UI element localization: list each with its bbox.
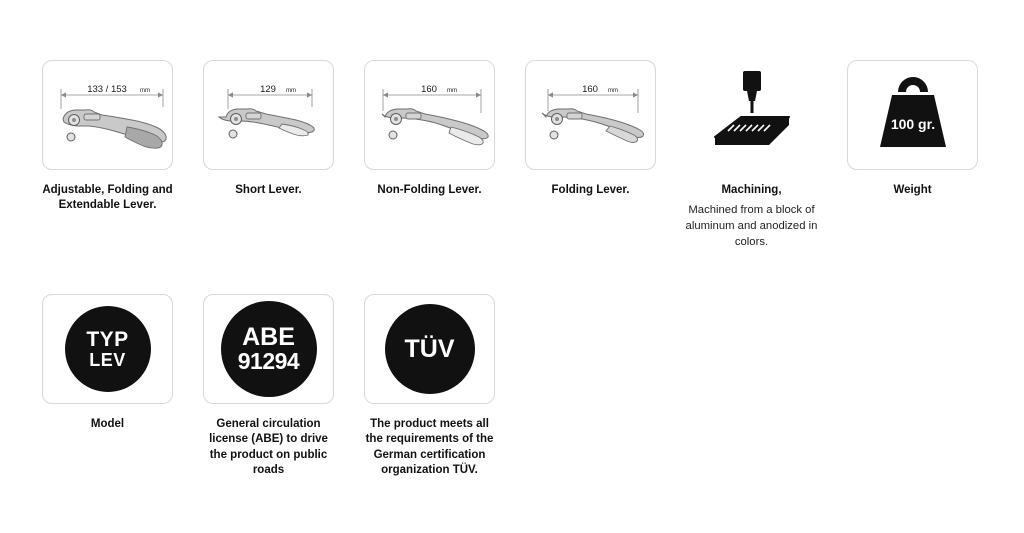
lever-silhouette <box>63 110 166 148</box>
lever-short-icon-box <box>203 60 334 170</box>
lever-silhouette <box>219 109 314 138</box>
tuv-badge-box <box>364 294 495 404</box>
dimension-label: 133 / 153 <box>87 84 127 95</box>
tuv-badge-icon <box>385 304 475 394</box>
feature-row-top <box>42 60 992 250</box>
lever-silhouette <box>542 109 644 143</box>
certification-abe <box>203 294 334 478</box>
feature-caption: Non-Folding Lever. <box>377 184 482 196</box>
dimension-unit: mm <box>447 88 457 94</box>
weight-icon-box <box>847 60 978 170</box>
feature-caption: Weight <box>893 184 932 196</box>
cnc-machining-icon <box>693 63 811 167</box>
feature-grid <box>42 60 992 478</box>
dimension-unit: mm <box>286 88 296 94</box>
lever-adjustable-icon <box>43 61 172 169</box>
badge-line-1: TYP <box>86 327 129 351</box>
feature-caption: Folding Lever. <box>551 184 630 196</box>
feature-adjustable-folding-extendable-lever <box>42 60 173 213</box>
certification-tuv <box>364 294 495 478</box>
dimension-label: 160 <box>582 84 598 95</box>
lever-silhouette <box>382 109 488 145</box>
lever-non-folding-icon <box>365 61 494 169</box>
feature-caption: Short Lever. <box>235 184 302 196</box>
certification-caption: The product meets all the requirements of the German certification organization TÜV. <box>365 418 494 476</box>
certification-model <box>42 294 173 432</box>
lever-non-folding-icon-box <box>364 60 495 170</box>
cnc-machining-icon-box <box>686 60 817 170</box>
badge-line-2: 91294 <box>237 348 300 375</box>
feature-weight <box>847 60 978 198</box>
feature-non-folding-lever <box>364 60 495 198</box>
feature-caption: Machining, <box>721 184 782 196</box>
abe-badge-icon <box>221 301 317 397</box>
lever-adjustable-icon-box <box>42 60 173 170</box>
badge-line-2: LEV <box>89 349 126 370</box>
dimension-label: 160 <box>421 84 437 95</box>
certification-caption: Model <box>90 418 125 431</box>
dimension-label: 129 <box>260 84 276 95</box>
feature-folding-lever <box>525 60 656 198</box>
dimension-unit: mm <box>608 88 618 94</box>
feature-subcaption: Machined from a block of aluminum and anodized in colors. <box>685 204 818 249</box>
typ-lev-badge-icon <box>65 306 151 392</box>
weight-icon <box>858 65 968 165</box>
typ-lev-badge-box <box>42 294 173 404</box>
lever-short-icon <box>204 61 333 169</box>
feature-short-lever <box>203 60 334 198</box>
lever-folding-icon <box>526 61 655 169</box>
dimension-unit: mm <box>140 88 150 94</box>
weight-value-label: 100 gr. <box>890 116 935 132</box>
certification-caption: General circulation license (ABE) to drive the product on public roads <box>209 418 328 476</box>
certification-row <box>42 294 992 478</box>
feature-machining <box>686 60 817 250</box>
abe-badge-box <box>203 294 334 404</box>
badge-line-1: TÜV <box>404 334 455 363</box>
badge-line-1: ABE <box>242 323 295 352</box>
lever-folding-icon-box <box>525 60 656 170</box>
feature-caption: Adjustable, Folding and Extendable Lever. <box>42 184 173 212</box>
